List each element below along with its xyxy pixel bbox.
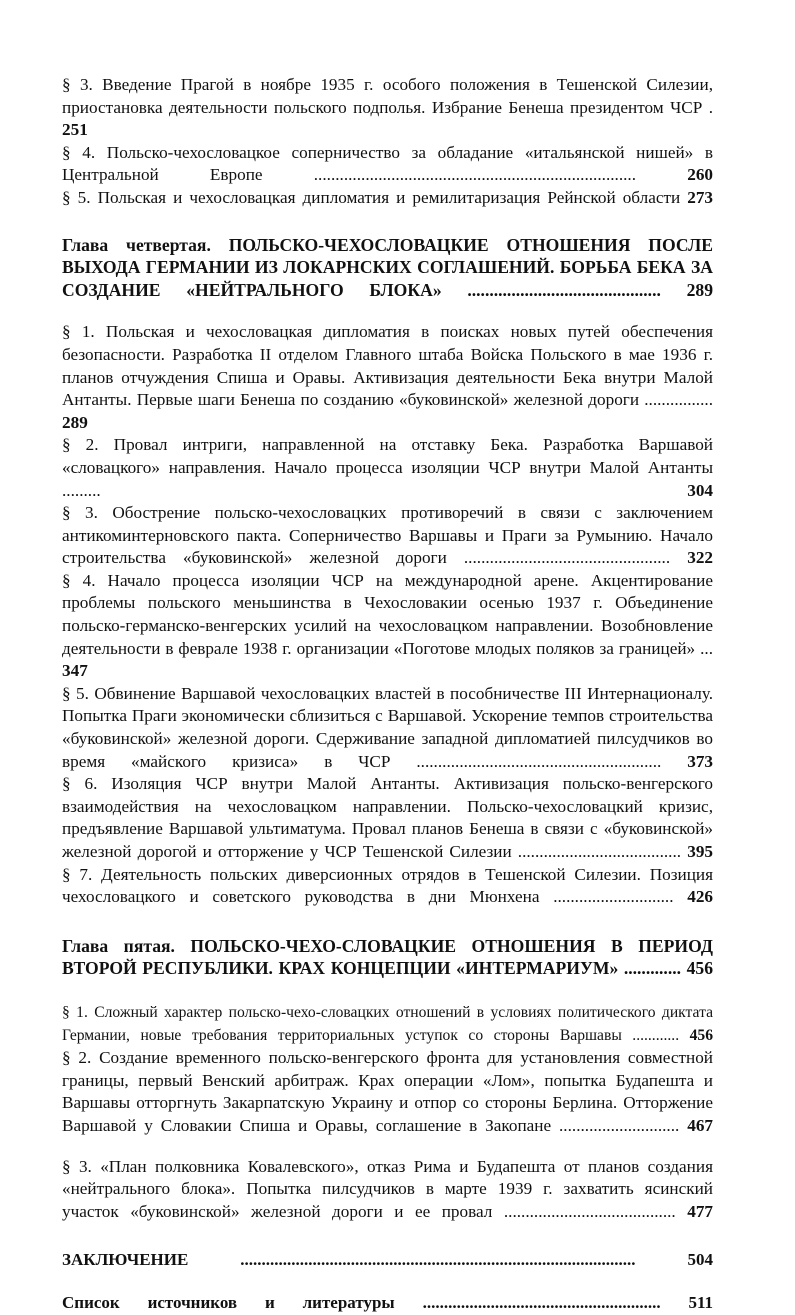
toc-entry-text: § 7. Деятельность польских диверсионных отрядов в Тешенской Силезии. Позиция чехословацкого и советского руководства в дни Мюнхена ............................	[62, 864, 713, 907]
chapter-5-heading[interactable]	[62, 935, 713, 980]
toc-entry-text: § 2. Провал интриги, направленной на отставку Бека. Разработка Варшавой «словацкого» направления. Начало процесса изоляции ЧСР внутри Малой Антанты .........	[62, 435, 713, 500]
toc-entry-ch4-s2[interactable]	[62, 434, 713, 502]
toc-page-number: 504	[687, 1250, 713, 1270]
toc-entry-text: § 1. Польская и чехословацкая дипломатия в поисках новых путей обеспечения безопасности. Разработка II отделом Главного штаба Войска Польского в мае 1936 г. планов отчуждения Спиша и Оравы. Активизация деятельности Бека внутри Малой Антанты. Первые шаги Бенеша по созданию «буковинской» железной дороги ................	[62, 322, 713, 410]
toc-page-number: 251	[62, 120, 88, 140]
toc-page-number: 511	[688, 1292, 713, 1312]
toc-entry-text: § 2. Создание временного польско-венгерского фронта для установления совместной границы, первый Венский арбитраж. Крах операции «Лом», попытка Будапешта и Варшавы отторгнуть Закарпатскую Украину и отпор со стороны Берлина. Отторжение Варшавой у Словакии Спиша и Оравы, соглашение в Закопане ............................	[62, 1048, 713, 1135]
toc-entry-text: § 3. «План полковника Ковалевского», отказ Рима и Будапешта от планов создания «нейтрального блока». Попытка пилсудчиков в марте 1939 г. захватить ясинский участок «буковинской» железной дороги и ее провал ........................................	[62, 1156, 713, 1221]
toc-entry-ch4-s1[interactable]	[62, 321, 713, 434]
toc-entry-ch3-s5[interactable]	[62, 187, 713, 210]
toc-entry-sources[interactable]	[62, 1292, 713, 1315]
toc-page-number: 347	[62, 661, 88, 681]
chapter-4-items	[62, 321, 713, 908]
toc-page-number: 260	[687, 165, 713, 185]
toc-page-number: 456	[686, 958, 713, 979]
toc-entry-text: § 3. Введение Прагой в ноябре 1935 г. особого положения в Тешенской Силезии, приостановка деятельности польского подполья. Избрание Бенеша президентом ЧСР .	[62, 75, 713, 117]
toc-entry-ch5-s2[interactable]	[62, 1047, 713, 1137]
chapter-4-heading[interactable]	[62, 234, 713, 302]
toc-entry-ch4-s6[interactable]	[62, 773, 713, 863]
toc-entry-text: § 4. Начало процесса изоляции ЧСР на международной арене. Акцентирование проблемы польского меньшинства в Чехословакии осенью 1937 г. Объединение польско-германско-венгерских усилий на чехословацком направлении. Возобновление деятельности в феврале 1938 г. организации «Поготове млодых поляков за границей» ...	[62, 570, 713, 658]
toc-page-number: 322	[687, 548, 713, 568]
toc-entry-ch4-s5[interactable]	[62, 683, 713, 773]
toc-entry-ch4-s7[interactable]	[62, 864, 713, 909]
toc-page-number: 373	[687, 751, 713, 771]
toc-entry-ch4-s4[interactable]	[62, 570, 713, 683]
chapter-5-items	[62, 1002, 713, 1138]
toc-page-number: 426	[687, 887, 713, 907]
toc-entry-text: § 3. Обострение польско-чехословацких противоречий в связи с заключением антикоминтерновского пакта. Соперничество Варшавы и Праги за Румынию. Начало строительства «буковинской» железной дороги ................................................	[62, 503, 713, 568]
toc-entry-text: § 5. Польская и чехословацкая дипломатия и ремилитаризация Рейнской области	[62, 187, 688, 207]
toc-entry-ch4-s3[interactable]	[62, 502, 713, 570]
toc-entry-conclusion[interactable]	[62, 1249, 713, 1272]
toc-page-number: 289	[686, 279, 713, 300]
toc-entry-text: § 5. Обвинение Варшавой чехословацких властей в пособничестве III Интернационалу. Попытка Праги экономически сблизиться с Варшавой. Ускорение темпов строительства «буковинской» железной дороги. Сдерживание западной дипломатией пилсудчиков во время «майского кризиса» в ЧСР .........................................................	[62, 683, 713, 771]
toc-entry-ch3-s3[interactable]	[62, 74, 713, 142]
toc-entry-ch3-s4[interactable]	[62, 142, 713, 187]
toc-entry-ch5-s3[interactable]	[62, 1156, 713, 1224]
toc-page	[62, 74, 713, 1315]
toc-page-number: 477	[687, 1201, 713, 1221]
toc-entry-text: Список источников и литературы ........................................................	[62, 1292, 689, 1312]
toc-entry-text: § 4. Польско-чехословацкое соперничество за обладание «итальянской нишей» в Центральной Европе ...........................................................................	[62, 142, 713, 185]
toc-entry-text: § 6. Изоляция ЧСР внутри Малой Антанты. Активизация польско-венгерского взаимодействия на чехословацком направлении. Польско-чехословацкий кризис, предъявление Варшавой ультиматума. Провал планов Бенеша в связи с «буковинской» железной дорогой и отторжение у ЧСР Тешенской Силезии ......................................	[62, 774, 713, 861]
toc-page-number: 395	[687, 842, 713, 861]
toc-page-number: 273	[687, 187, 713, 207]
toc-entry-text: § 1. Сложный характер польско-чехо-словацких отношений в условиях политического диктата Германии, новые требования территориальных уступок со стороны Варшавы ............	[62, 1003, 713, 1044]
toc-page-number: 456	[689, 1026, 713, 1044]
toc-entry-text: ЗАКЛЮЧЕНИЕ .............................................................................................	[62, 1250, 688, 1270]
toc-page-number: 289	[62, 412, 88, 432]
chapter-3-tail	[62, 74, 713, 210]
toc-entry-ch5-s1[interactable]	[62, 1002, 713, 1047]
toc-page-number: 467	[687, 1115, 713, 1135]
chapter-title: Глава пятая. ПОЛЬСКО-ЧЕХО-СЛОВАЦКИЕ ОТНОШЕНИЯ В ПЕРИОД ВТОРОЙ РЕСПУБЛИКИ. КРАХ КОНЦЕПЦИИ «ИНТЕРМАРИУМ» .............	[62, 935, 713, 979]
chapter-title: Глава четвертая. ПОЛЬСКО-ЧЕХОСЛОВАЦКИЕ ОТНОШЕНИЯ ПОСЛЕ ВЫХОДА ГЕРМАНИИ ИЗ ЛОКАРНСКИХ СОГЛАШЕНИЙ. БОРЬБА БЕКА ЗА СОЗДАНИЕ «НЕЙТРАЛЬНОГО БЛОКА» ............................................	[62, 234, 713, 300]
toc-page-number: 304	[687, 480, 713, 500]
